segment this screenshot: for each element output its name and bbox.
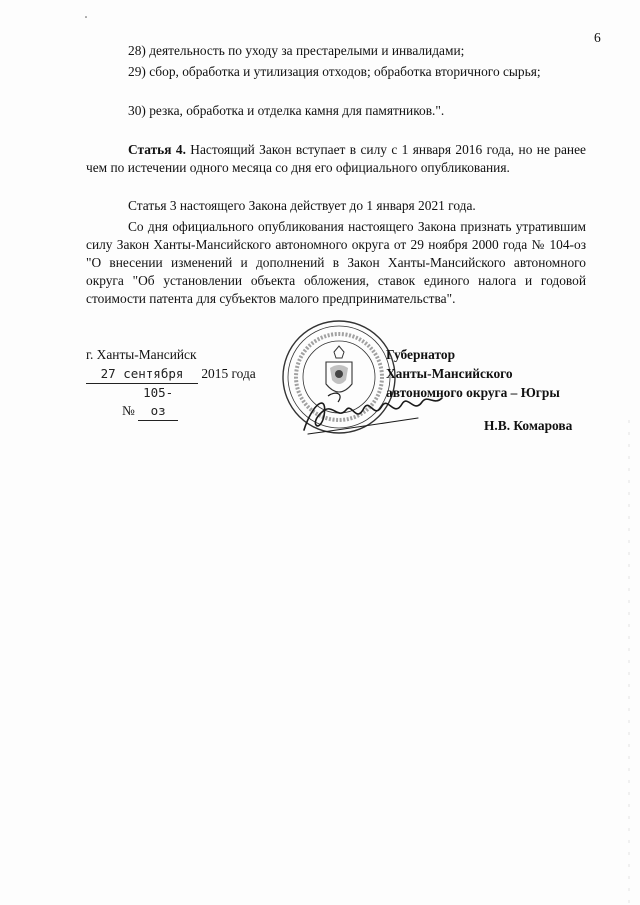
list-item-29: 29) сбор, обработка и утилизация отходов; обработка вторичного сырья; <box>128 64 541 79</box>
page-number: 6 <box>594 30 601 45</box>
number-sign: № <box>122 403 135 418</box>
article-3-note: Статья 3 настоящего Закона действует до 1 января 2021 года. <box>128 198 476 213</box>
article-4-text: Настоящий Закон вступает в силу с 1 января 2016 года, но не ранее чем по истечении одного месяца со дня его официального опубликования. <box>86 142 586 175</box>
signing-day: 27 <box>100 366 116 381</box>
governor-region: Ханты-Мансийского <box>386 366 513 381</box>
article-4-label: Статья 4. <box>128 142 186 157</box>
list-item-30: 30) резка, обработка и отделка камня для памятников.". <box>128 103 445 118</box>
article-4-paragraph <box>86 141 586 177</box>
signing-month: сентября <box>123 366 184 381</box>
signing-city: г. Ханты-Мансийск <box>86 347 197 362</box>
governor-okrug: автономного округа – Югры <box>386 385 560 400</box>
signing-date <box>86 365 256 384</box>
signing-year: 2015 года <box>201 366 256 381</box>
repeal-paragraph: Со дня официального опубликования настоящего Закона признать утратившим силу Закон Ханты-Мансийского автономного округа от 29 ноября 2000 года № 104-оз "О внесении изменений и дополнений в Закон Ханты-Мансийского автономного округа "Об установлении объекта обложения, ставок единого налога и годовой стоимости патента для субъектов малого предпринимательства". <box>86 219 586 306</box>
law-number: 105-оз <box>138 384 178 421</box>
governor-title: Губернатор <box>386 347 456 362</box>
signing-number <box>122 384 178 421</box>
governor-name: Н.В. Комарова <box>484 418 573 433</box>
signing-date-handwritten <box>86 365 198 384</box>
list-item-28: 28) деятельность по уходу за престарелыми и инвалидами; <box>128 43 465 58</box>
